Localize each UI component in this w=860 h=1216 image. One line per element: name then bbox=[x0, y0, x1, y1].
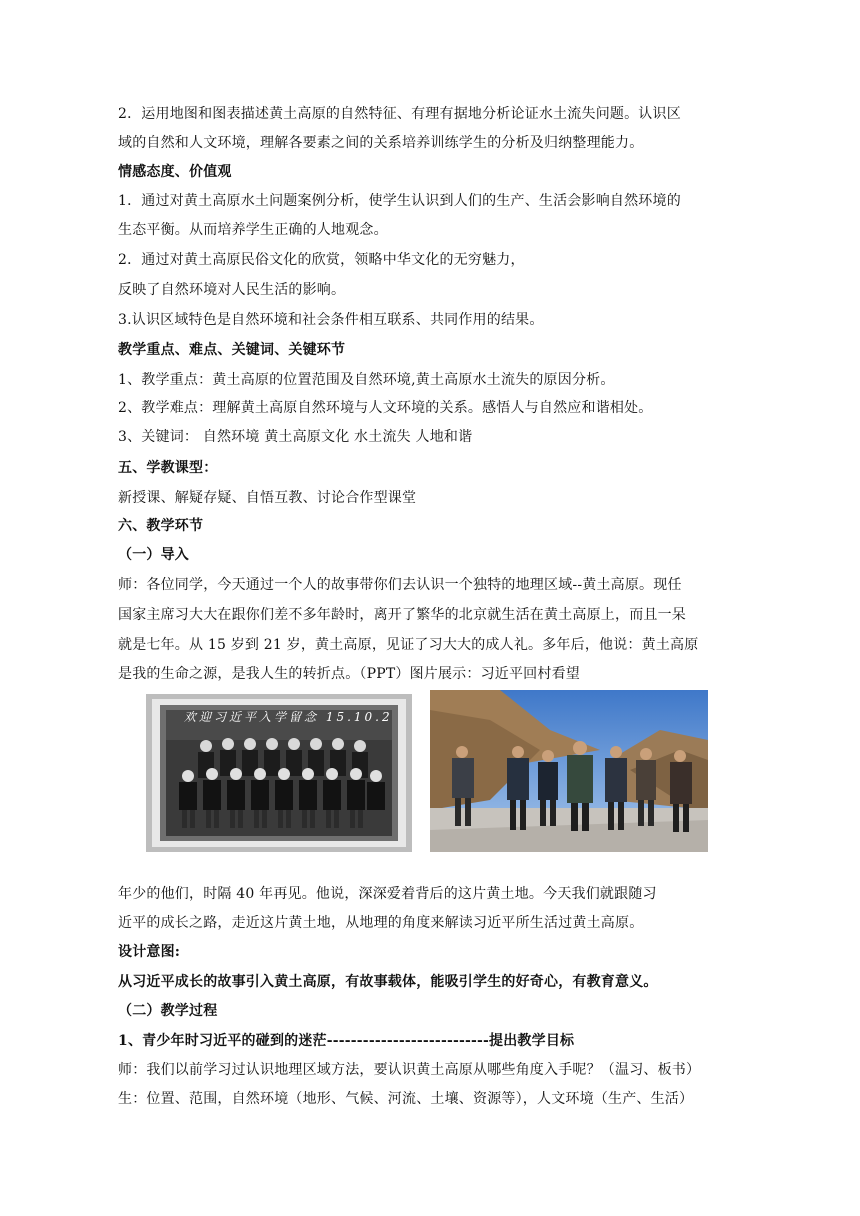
section-heading: （一）导入 bbox=[118, 547, 189, 563]
text-line: 师：各位同学，今天通过一个人的故事带你们去认识一个独特的地理区域--黄土高原。现任 bbox=[118, 577, 682, 593]
text-line: 2．通过对黄土高原民俗文化的欣赏，领略中华文化的无穷魅力， bbox=[118, 252, 525, 268]
text-line: 就是七年。从 15 岁到 21 岁，黄土高原，见证了习大大的成人礼。多年后，他说：黄土高原 bbox=[118, 637, 699, 653]
village-visit-graphic bbox=[430, 690, 708, 852]
section-heading: 情感态度、价值观 bbox=[118, 164, 232, 180]
text-line: 2．运用地图和图表描述黄土高原的自然特征、有理有据地分析论证水土流失问题。认识区 bbox=[118, 106, 681, 122]
text-line: 生：位置、范围，自然环境（地形、气候、河流、土壤、资源等），人文环境（生产、生活） bbox=[118, 1091, 694, 1107]
text-line: 从习近平成长的故事引入黄土高原，有故事载体，能吸引学生的好奇心，有教育意义。 bbox=[118, 974, 658, 990]
text-line: 生态平衡。从而培养学生正确的人地观念。 bbox=[118, 222, 388, 238]
text-line: 师：我们以前学习过认识地理区域方法，要认识黄土高原从哪些角度入手呢？（温习、板书） bbox=[118, 1062, 701, 1078]
group-photo-image bbox=[146, 694, 412, 852]
text-line: 3.认识区域特色是自然环境和社会条件相互联系、共同作用的结果。 bbox=[118, 312, 544, 328]
text-line: 年少的他们，时隔 40 年再见。他说，深深爱着背后的这片黄土地。今天我们就跟随习 bbox=[118, 886, 657, 902]
section-heading: 设计意图: bbox=[118, 944, 181, 960]
section-heading: 1、青少年时习近平的碰到的迷茫---------------------------提出教学目标 bbox=[118, 1033, 575, 1049]
text-line: 国家主席习大大在跟你们差不多年龄时，离开了繁华的北京就生活在黄土高原上，而且一呆 bbox=[118, 607, 686, 623]
section-heading: 教学重点、难点、关键词、关键环节 bbox=[118, 342, 346, 358]
photo-caption: 欢迎习近平入学留念 15.10.2 bbox=[184, 710, 393, 724]
village-visit-photo-image bbox=[430, 690, 708, 852]
text-line: 域的自然和人文环境，理解各要素之间的关系培养训练学生的分析及归纳整理能力。 bbox=[118, 135, 644, 151]
text-line: 反映了自然环境对人民生活的影响。 bbox=[118, 282, 346, 298]
text-line: 是我的生命之源，是我人生的转折点。（PPT）图片展示：习近平回村看望 bbox=[118, 666, 580, 682]
text-line: 3、关键词： 自然环境 黄土高原文化 水土流失 人地和谐 bbox=[118, 429, 473, 445]
text-line: 1、教学重点：黄土高原的位置范围及自然环境,黄土高原水土流失的原因分析。 bbox=[118, 372, 615, 388]
text-line: 新授课、解疑存疑、自悟互教、讨论合作型课堂 bbox=[118, 490, 417, 506]
section-heading: 六、教学环节 bbox=[118, 518, 204, 534]
text-line: 近平的成长之路，走近这片黄土地，从地理的角度来解读习近平所生活过黄土高原。 bbox=[118, 915, 644, 931]
section-heading: 五、学教课型： bbox=[118, 460, 218, 476]
section-heading: （二）教学过程 bbox=[118, 1003, 218, 1019]
text-line: 2、教学难点：理解黄土高原自然环境与人文环境的关系。感悟人与自然应和谐相处。 bbox=[118, 400, 653, 416]
text-line: 1．通过对黄土高原水土问题案例分析，使学生认识到人们的生产、生活会影响自然环境的 bbox=[118, 193, 681, 209]
